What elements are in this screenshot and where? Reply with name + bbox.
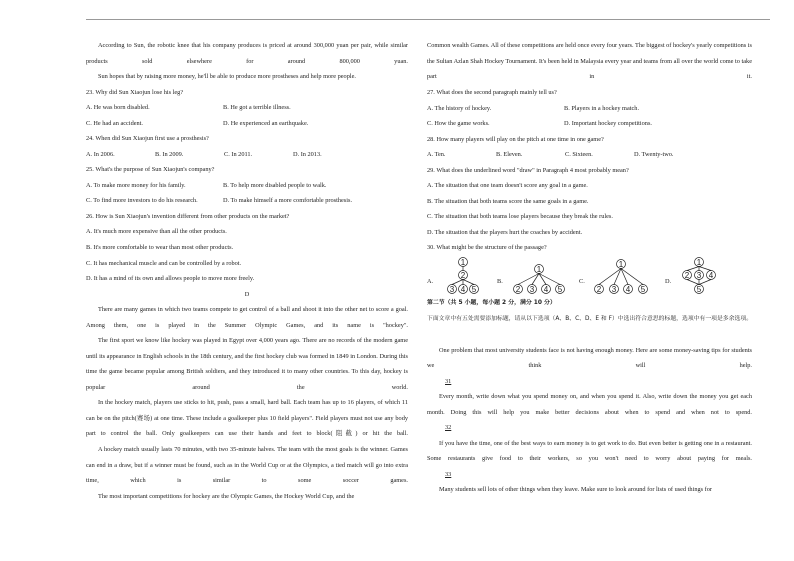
- passage-d-title: D: [244, 290, 250, 298]
- q23-option-a[interactable]: A. He was born disabled.: [86, 104, 150, 112]
- q23-option-b[interactable]: B. He got a terrible illness.: [223, 104, 291, 112]
- svg-text:2: 2: [515, 284, 521, 294]
- svg-text:2: 2: [684, 270, 690, 280]
- q23-options-row2: [86, 116, 408, 132]
- q27-option-d[interactable]: D. Important hockey competitions.: [564, 120, 652, 128]
- q24-option-c[interactable]: C. In 2011.: [224, 150, 253, 158]
- svg-text:5: 5: [696, 284, 702, 294]
- q26-option-c[interactable]: C. It has mechanical muscle and can be controlled by a robot.: [86, 259, 242, 267]
- diagram-d-tree: [679, 256, 719, 298]
- q28-option-a[interactable]: A. Ten.: [427, 151, 446, 159]
- diagram-c-label: C.: [579, 278, 585, 286]
- svg-text:1: 1: [536, 264, 542, 274]
- q25-option-b[interactable]: B. To help more disabled people to walk.: [223, 181, 327, 189]
- q27-options-row1: [427, 101, 752, 117]
- q24-options: [86, 147, 408, 163]
- q27-option-a[interactable]: A. The history of hockey.: [427, 104, 492, 112]
- q27-option-b[interactable]: B. Players in a hockey match.: [564, 104, 640, 112]
- question-29: 29. What does the underlined word "draw" in Paragraph 4 most probably mean?: [427, 166, 629, 174]
- svg-text:1: 1: [618, 259, 624, 269]
- blank-33-number: 33: [445, 470, 452, 478]
- q23-option-d[interactable]: D. He experienced an earthquake.: [223, 119, 309, 127]
- money-paragraph-2: Every month, write down what you spend money on, and when you spend it. Also, write down the money you get each month. Doing this will help you make better decisions about when to spend and when not to spend.: [427, 393, 752, 416]
- question-23: 23. Why did Sun Xiaojun lose his leg?: [86, 88, 184, 96]
- svg-text:3: 3: [611, 284, 617, 294]
- q24-option-a[interactable]: A. In 2006.: [86, 150, 115, 158]
- q23-options-row1: [86, 100, 408, 116]
- svg-text:5: 5: [557, 284, 563, 294]
- question-25: 25. What's the purpose of Sun Xiaojun's company?: [86, 166, 215, 174]
- blank-32[interactable]: [427, 420, 752, 436]
- svg-text:4: 4: [543, 284, 549, 294]
- svg-text:4: 4: [460, 284, 466, 294]
- diagram-b-label: B.: [497, 278, 503, 286]
- diagram-c-tree: [591, 256, 651, 298]
- q25-option-c[interactable]: C. To find more investors to do his research.: [86, 197, 198, 205]
- question-30: 30. What might be the structure of the passage?: [427, 244, 547, 252]
- q26-option-d[interactable]: D. It has a mind of its own and allows people to move more freely.: [86, 275, 255, 283]
- q28-option-b[interactable]: B. Eleven.: [496, 151, 523, 159]
- svg-text:2: 2: [460, 270, 466, 280]
- q25-options-row2: [86, 193, 408, 209]
- header-rule: [86, 19, 770, 20]
- passage-d-paragraph-5-cont: Common wealth Games. All of these competitions are held once every four years. The biggest of hockey's yearly competitions is the Sultan Azlan Shah Hockey Tournament. It's been held in Malaysia every year and teams from all over the world come to take part in it.: [427, 42, 752, 81]
- right-column: [427, 38, 752, 498]
- diagram-a-tree: [441, 256, 481, 298]
- q23-option-c[interactable]: C. He had an accident.: [86, 119, 143, 127]
- svg-text:1: 1: [696, 257, 702, 267]
- q26-option-a[interactable]: A. It's much more expensive than all the other products.: [86, 228, 227, 236]
- diagram-b-tree: [511, 256, 567, 298]
- question-24: 24. When did Sun Xiaojun first use a prosthesis?: [86, 135, 209, 143]
- blank-31[interactable]: [427, 374, 752, 390]
- structure-diagrams: [427, 256, 752, 296]
- q26-option-b[interactable]: B. It's more comfortable to wear than most other products.: [86, 244, 234, 252]
- section-title: 第二节（共 5 小题，每小题 2 分，满分 10 分）: [427, 300, 556, 307]
- money-paragraph-1: One problem that most university students face is not having enough money. Here are some money-saving tips for students we think will help.: [427, 346, 752, 370]
- q28-option-d[interactable]: D. Twenty-two.: [634, 151, 674, 159]
- q28-option-c[interactable]: C. Sixteen.: [565, 151, 593, 159]
- passage-d-paragraph-1: There are many games in which two teams compete to get control of a ball and shoot it into the other net to score a goal. Among them, one is played in the Summer Olympic Games, and its name is "hockey".: [86, 306, 408, 329]
- svg-text:2: 2: [596, 284, 602, 294]
- blank-32-number: 32: [445, 424, 452, 432]
- question-28: 28. How many players will play on the pitch at one time in one game?: [427, 135, 604, 143]
- blank-33[interactable]: [427, 467, 752, 483]
- diagram-d-label: D.: [665, 278, 672, 286]
- passage-d-paragraph-4: A hockey match usually lasts 70 minutes, with two 35-minute halves. The team with the most goals is the winner. Games can end in a draw, but if a winner must be found, such as in the World Cup or at the Olympics, a tied match will go into extra time, which is similar to some soccer games.: [86, 446, 408, 485]
- diagram-a-label: A.: [427, 278, 434, 286]
- svg-text:1: 1: [460, 257, 466, 267]
- q27-options-row2: [427, 116, 752, 132]
- q29-option-c[interactable]: C. The situation that both teams lose players because they break the rules.: [427, 213, 613, 221]
- question-26: 26. How is Sun Xiaojun's invention different from other products on the market?: [86, 212, 290, 220]
- q25-option-d[interactable]: D. To make himself a more comfortable prosthesis.: [223, 197, 353, 205]
- passage-d-paragraph-3: In the hockey match, players use sticks to hit, push, pass a small, hard ball. Each team has up to 16 players, of which 11 can be on the pitch(赛场) at one time. These include a goalkeeper plus 10 field players". Field players must not use any body part to control the ball. Only goalkeepers can use their hands and feet to block(阻截) or hit the ball.: [86, 399, 408, 438]
- svg-text:3: 3: [696, 270, 702, 280]
- q28-options: [427, 147, 752, 163]
- left-column: [86, 38, 408, 505]
- svg-text:5: 5: [471, 284, 477, 294]
- svg-text:3: 3: [449, 284, 455, 294]
- svg-text:4: 4: [708, 270, 714, 280]
- q27-option-c[interactable]: C. How the game works.: [427, 120, 490, 128]
- svg-text:3: 3: [529, 284, 535, 294]
- q29-option-d[interactable]: D. The situation that the players hurt the coaches by accident.: [427, 228, 583, 236]
- passage-d-paragraph-5: The most important competitions for hockey are the Olympic Games, the Hockey World Cup, and the: [98, 493, 355, 501]
- q29-option-b[interactable]: B. The situation that both teams score the same goals in a game.: [427, 197, 589, 205]
- q24-option-b[interactable]: B. In 2009.: [155, 150, 184, 158]
- paragraph-knee-price: According to Sun, the robotic knee that his company produces is priced at around 300,000 yuan per pair, while similar products sold elsewhere for around 800,000 yuan.: [86, 42, 408, 65]
- q24-option-d[interactable]: D. In 2013.: [293, 150, 322, 158]
- question-27: 27. What does the second paragraph mainly tell us?: [427, 89, 557, 96]
- q29-option-a[interactable]: A. The situation that one team doesn't score any goal in a game.: [427, 182, 588, 190]
- money-paragraph-3: If you have the time, one of the best ways to earn money is to get work to do. But even better is getting one in a restaurant. Some restaurants give food to their workers, so you won't need to worry about paying for meals.: [427, 439, 752, 463]
- passage-d-paragraph-2: The first sport we know like hockey was played in Egypt over 4,000 years ago. There are no records of the modern game until its appearance in English schools in the 18th century, and the first hockey club was formed in 1849 in London. During this time the game became popular among British soldiers, and they introduced it to many other countries. To this day, hockey is popular around the world.: [86, 337, 408, 391]
- money-paragraph-4: Many students sell lots of other things when they leave. Make sure to look around for lists of used things for: [439, 486, 712, 494]
- svg-text:5: 5: [640, 284, 646, 294]
- q25-options-row1: [86, 178, 408, 194]
- paragraph-hopes: Sun hopes that by raising more money, he'll be able to produce more prostheses and help more people.: [98, 73, 356, 80]
- blank-31-number: 31: [445, 377, 452, 385]
- svg-text:4: 4: [625, 284, 631, 294]
- section-instructions: 下面文章中有五处需要添加标题，请从以下选项（A、B、C、D、E 和 F）中选出符合意思的标题，选项中有一项是多余选项。: [427, 315, 752, 322]
- q25-option-a[interactable]: A. To make more money for his family.: [86, 181, 186, 189]
